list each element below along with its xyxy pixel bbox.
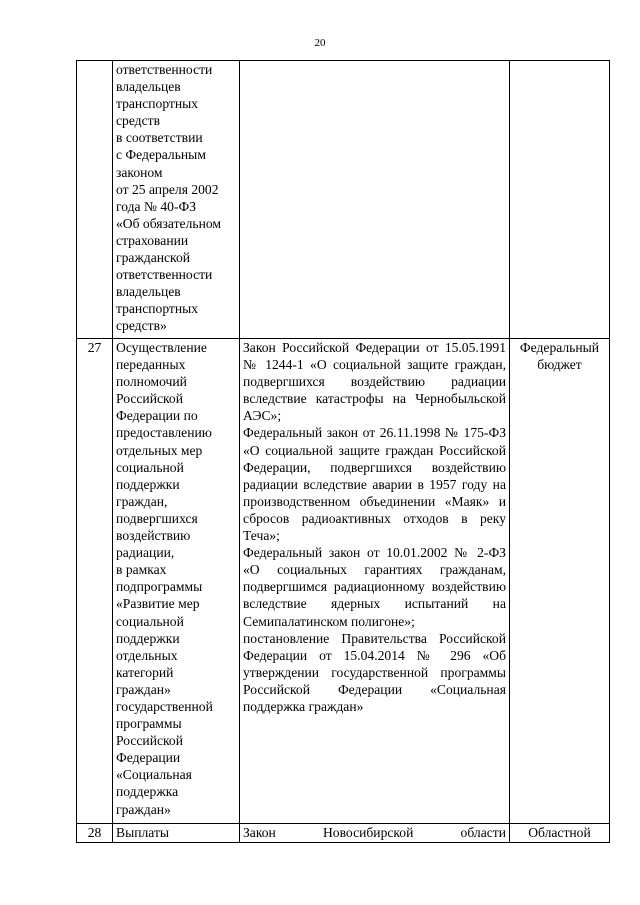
row-number-cell bbox=[77, 61, 113, 339]
obligation-name-cell: ответственности владельцев транспортных средств в соответствии с Федеральным законом от 25 апреля 2002 года № 40-ФЗ «Об обязательном страховании гражданской ответственности владельцев транспортных средств» bbox=[113, 61, 240, 339]
legal-basis-cell: Закон Новосибирской области bbox=[240, 824, 510, 843]
table-row bbox=[77, 339, 610, 824]
legal-basis-table bbox=[76, 60, 610, 843]
row-number-cell: 27 bbox=[77, 339, 113, 824]
funding-source-cell: Федеральный бюджет bbox=[510, 339, 610, 824]
legal-act: постановление Правительства Российской Федерации от 15.04.2014 № 296 «Об утверждении государственной программы Российской Федерации «Социальная поддержка граждан» bbox=[243, 630, 506, 714]
legal-act: Закон Российской Федерации от 15.05.1991 № 1244-1 «О социальной защите граждан, подвергшихся воздействию радиации вследствие катастрофы на Чернобыльской АЭС»; bbox=[243, 340, 506, 424]
obligation-name-cell: Выплаты bbox=[113, 824, 240, 843]
funding-source-cell: Областной bbox=[510, 824, 610, 843]
row-number-cell: 28 bbox=[77, 824, 113, 843]
legal-basis-cell bbox=[240, 339, 510, 824]
funding-source-cell bbox=[510, 61, 610, 339]
table-row bbox=[77, 824, 610, 843]
legal-act: Федеральный закон от 10.01.2002 № 2-ФЗ «О социальных гарантиях гражданам, подвергшимся радиационному воздействию вследствие ядерных испытаний на Семипалатинском полигоне»; bbox=[243, 545, 506, 629]
table-row bbox=[77, 61, 610, 339]
legal-basis-cell bbox=[240, 61, 510, 339]
obligation-name-cell: Осуществление переданных полномочий Российской Федерации по предоставлению отдельных мер социальной поддержки граждан, подвергшихся воздействию радиации, в рамках подпрограммы «Развитие мер социальной поддержки отдельных категорий граждан» государственной программы Российской Федерации «Социальная поддержка граждан» bbox=[113, 339, 240, 824]
legal-act: Федеральный закон от 26.11.1998 № 175-ФЗ «О социальной защите граждан Российской Федерации, подвергшихся воздействию радиации вследствие аварии в 1957 году на производственном объединении «Маяк» и сбросов радиоактивных отходов в реку Теча»; bbox=[243, 425, 506, 544]
page-number: 20 bbox=[314, 37, 326, 49]
